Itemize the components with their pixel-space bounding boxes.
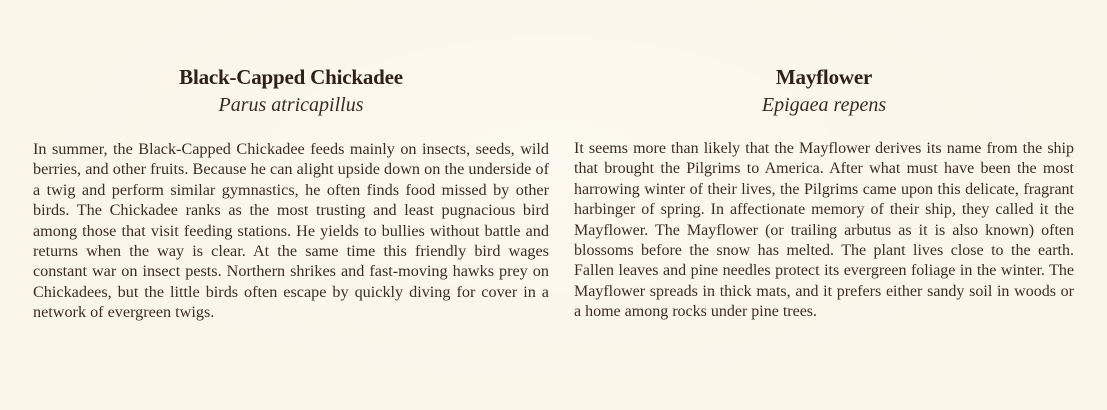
mayflower-title: Mayflower	[775, 65, 873, 89]
chickadee-scientific-name: Parus atricapillus	[218, 94, 364, 116]
mayflower-section	[574, 64, 1074, 323]
chickadee-title: Black-Capped Chickadee	[179, 65, 403, 89]
chickadee-description: In summer, the Black-Capped Chickadee feeds mainly on insects, seeds, wild berries, and other fruits. Because he can alight upside down on the underside of a twig and perform similar gymnastics, he often finds food missed by other birds. The Chickadee ranks as the most trusting and least pugnacious bird among those that visit feeding stations. He yields to bullies without battle and returns when the way is clear. At the same time this friendly bird wages constant war on insect pests. Northern shrikes and fast-moving hawks prey on Chickadees, but the little birds often escape by quickly diving for cover in a network of evergreen twigs.	[33, 140, 549, 322]
chickadee-section	[33, 64, 549, 323]
mayflower-description: It seems more than likely that the Mayflower derives its name from the ship that brought the Pilgrims to America. After what must have been the most harrowing winter of their lives, the Pilgrims came upon this delicate, fragrant harbinger of spring. In affectionate memory of their ship, they called it the Mayflower. The Mayflower (or trailing arbutus as it is also known) often blossoms before the snow has melted. The plant lives close to the earth. Fallen leaves and pine needles protect its evergreen foliage in the winter. The Mayflower spreads in thick mats, and it prefers either sandy soil in woods or a home among rocks under pine trees.	[574, 140, 1074, 321]
mayflower-scientific-name: Epigaea repens	[761, 94, 887, 116]
